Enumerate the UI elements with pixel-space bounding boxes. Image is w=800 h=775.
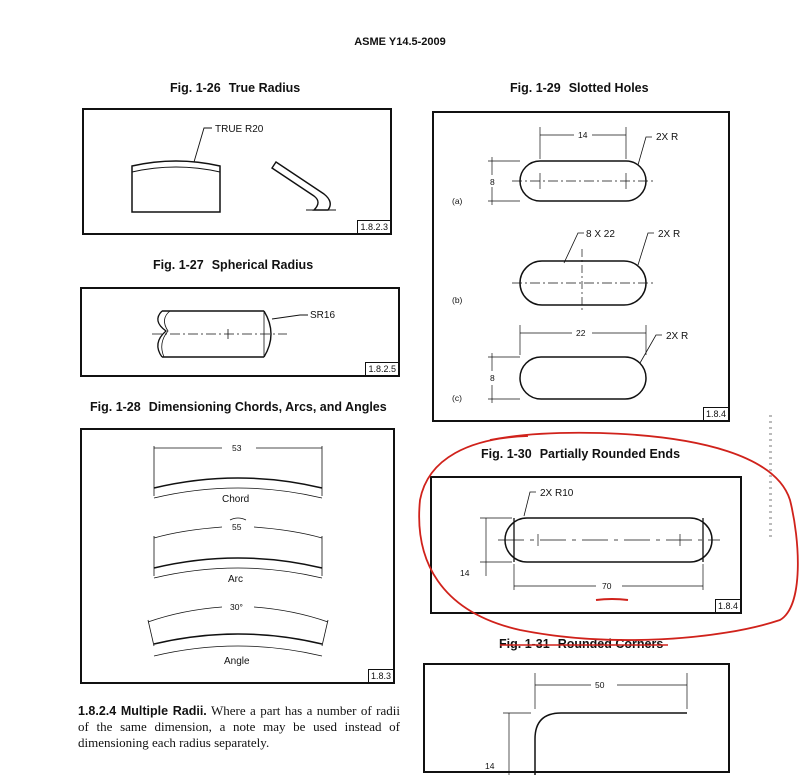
fig-1-28-number: Fig. 1-28 bbox=[90, 400, 141, 414]
slot-c-callout: 2X R bbox=[666, 331, 689, 342]
chords-arcs-angles-drawing bbox=[82, 430, 397, 686]
fig-1-29-caption bbox=[510, 81, 649, 95]
slot-c-length: 22 bbox=[576, 328, 586, 338]
slotted-holes-drawing bbox=[434, 113, 732, 424]
slot-b-size: 8 X 22 bbox=[586, 229, 615, 240]
fig-1-27-ref: 1.8.2.5 bbox=[365, 362, 399, 376]
fig-1-28-ref: 1.8.3 bbox=[368, 669, 394, 683]
fig-1-27-number: Fig. 1-27 bbox=[153, 258, 204, 272]
fig-1-29-drawing bbox=[432, 111, 730, 422]
partial-ends-length: 70 bbox=[602, 581, 612, 591]
fig-1-30-ref: 1.8.4 bbox=[715, 599, 741, 613]
multiple-radii-paragraph bbox=[78, 703, 400, 751]
fig-1-30-caption bbox=[481, 447, 680, 461]
fig-1-29-number: Fig. 1-29 bbox=[510, 81, 561, 95]
true-radius-drawing bbox=[84, 110, 394, 237]
paragraph-heading: 1.8.2.4 Multiple Radii. bbox=[78, 704, 207, 718]
slot-a-callout: 2X R bbox=[656, 132, 679, 143]
fig-1-26-ref: 1.8.2.3 bbox=[357, 220, 391, 234]
fig-1-30-drawing bbox=[430, 476, 742, 614]
fig-1-27-title: Spherical Radius bbox=[211, 258, 314, 272]
partial-ends-height: 14 bbox=[460, 568, 470, 578]
chord-label: Chord bbox=[222, 494, 250, 505]
slot-a-tag: (a) bbox=[452, 196, 463, 206]
rounded-corners-drawing bbox=[425, 665, 732, 775]
fig-1-29-ref: 1.8.4 bbox=[703, 407, 729, 421]
chord-value: 53 bbox=[232, 443, 242, 453]
partially-rounded-ends-drawing bbox=[432, 478, 744, 616]
arc-label: Arc bbox=[228, 574, 243, 585]
fig-1-30-title: Partially Rounded Ends bbox=[539, 447, 681, 461]
fig-1-31-drawing bbox=[423, 663, 730, 773]
true-radius-callout: TRUE R20 bbox=[215, 124, 264, 135]
arc-value: 55 bbox=[232, 522, 242, 532]
fig-1-31-number: Fig. 1-31 bbox=[499, 637, 550, 651]
slot-b-callout: 2X R bbox=[658, 229, 681, 240]
scan-artifact bbox=[769, 415, 772, 540]
fig-1-31-title: Rounded Corners bbox=[557, 637, 664, 651]
fig-1-26-title: True Radius bbox=[228, 81, 301, 95]
fig-1-28-caption bbox=[90, 400, 387, 414]
fig-1-27-drawing bbox=[80, 287, 400, 377]
fig-1-28-drawing bbox=[80, 428, 395, 684]
fig-1-26-number: Fig. 1-26 bbox=[170, 81, 221, 95]
rounded-corners-width: 50 bbox=[595, 680, 605, 690]
slot-c-tag: (c) bbox=[452, 393, 462, 403]
document-header: ASME Y14.5-2009 bbox=[354, 36, 446, 48]
slot-a-length: 14 bbox=[578, 130, 588, 140]
angle-value: 30° bbox=[230, 602, 243, 612]
spherical-radius-callout: SR16 bbox=[310, 310, 336, 321]
slot-b-tag: (b) bbox=[452, 295, 463, 305]
fig-1-26-caption bbox=[170, 81, 300, 95]
slot-a-width: 8 bbox=[490, 177, 495, 187]
partial-ends-callout: 2X R10 bbox=[540, 488, 574, 499]
fig-1-29-title: Slotted Holes bbox=[568, 81, 649, 95]
angle-label: Angle bbox=[224, 656, 250, 667]
fig-1-28-title: Dimensioning Chords, Arcs, and Angles bbox=[148, 400, 387, 414]
fig-1-30-number: Fig. 1-30 bbox=[481, 447, 532, 461]
rounded-corners-height: 14 bbox=[485, 761, 495, 771]
spherical-radius-drawing bbox=[82, 289, 402, 379]
slot-c-width: 8 bbox=[490, 373, 495, 383]
fig-1-26-drawing bbox=[82, 108, 392, 235]
paragraph-body: Where a part has a number of radii of the same dimension, a note may be used instead of dimensioning each radius separately. bbox=[78, 703, 400, 750]
fig-1-27-caption bbox=[153, 258, 313, 272]
fig-1-31-caption bbox=[499, 637, 663, 651]
